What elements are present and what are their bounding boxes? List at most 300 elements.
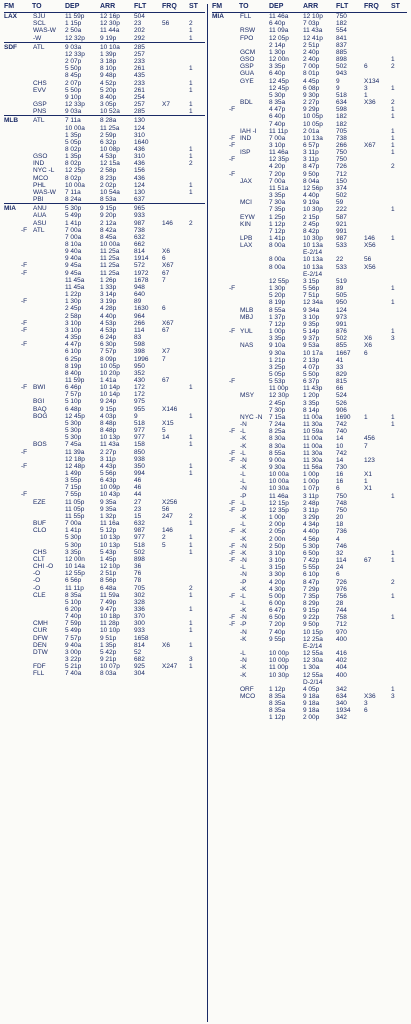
stops-cell	[391, 500, 407, 507]
table-row	[212, 128, 407, 135]
stops-cell	[189, 262, 205, 269]
arr-cell: 10 05p	[303, 120, 323, 128]
flight-cell: 533	[336, 263, 347, 271]
origin-cell	[212, 629, 229, 636]
dep-cell: 5 10p	[65, 598, 82, 606]
frequency-cell	[364, 199, 391, 206]
origin-cell	[4, 255, 21, 262]
table-row	[4, 413, 205, 420]
table-row	[4, 356, 205, 363]
table-row	[212, 350, 407, 357]
origin-cell	[4, 101, 21, 108]
dest-cell: GYE	[240, 77, 254, 85]
flag-cell	[21, 413, 32, 420]
flag-cell	[21, 44, 32, 51]
origin-cell	[4, 513, 21, 520]
arr-cell: 10 59a	[303, 428, 323, 436]
flight-cell: 328	[134, 598, 145, 606]
dest-cell: IND	[240, 134, 252, 142]
flag-cell	[21, 189, 32, 196]
arr-cell: 5 55p	[303, 564, 320, 572]
stops-cell	[391, 364, 407, 371]
arr-cell: 5 12p	[100, 527, 117, 535]
header-flt: FLT	[134, 2, 162, 13]
table-row	[212, 528, 407, 535]
flight-cell: 502	[134, 548, 145, 556]
table-row	[4, 585, 205, 592]
flag-cell	[21, 599, 32, 606]
table-row	[4, 534, 205, 541]
dest-cell	[239, 264, 269, 271]
dep-cell: 7 40p	[269, 628, 286, 636]
dest-cell	[239, 206, 269, 213]
dest-cell: FLL	[240, 13, 252, 21]
flight-cell: 233	[134, 58, 145, 66]
arr-cell: 8 56p	[100, 577, 117, 585]
table-row	[4, 363, 205, 370]
origin-cell	[212, 285, 229, 292]
origin-cell	[212, 135, 229, 142]
flight-cell: 598	[134, 341, 145, 349]
table-row	[4, 212, 205, 219]
frequency-cell	[162, 470, 189, 477]
frequency-cell	[162, 175, 189, 182]
dep-cell: 5 30p	[65, 427, 82, 435]
stops-cell: 1	[189, 79, 193, 87]
origin-cell	[4, 491, 21, 498]
stops-cell	[189, 125, 205, 132]
dep-cell: 8 00a	[269, 263, 286, 271]
flight-cell: 736	[336, 528, 347, 536]
dep-cell: 7 24a	[269, 421, 286, 429]
flight-cell: 742	[336, 449, 347, 457]
arr-cell: 10 13a	[303, 134, 323, 142]
origin-cell	[212, 485, 229, 492]
flag-cell	[229, 686, 239, 693]
frequency-cell: X247	[162, 663, 178, 671]
flight-cell: 374	[336, 184, 347, 192]
table-row	[212, 321, 407, 328]
dest-cell: ATL	[33, 117, 45, 125]
arr-cell: 1 07p	[303, 485, 320, 493]
origin-cell	[4, 563, 21, 570]
flight-cell: 750	[336, 149, 347, 157]
origin-cell	[212, 378, 229, 385]
arr-cell: 10 54a	[100, 188, 120, 196]
dest-cell: PNS	[33, 108, 47, 116]
stops-cell	[391, 121, 407, 128]
dep-cell: 7 40p	[269, 120, 286, 128]
origin-cell	[4, 182, 21, 189]
origin-cell	[4, 592, 21, 599]
frequency-cell	[364, 171, 391, 178]
dest-cell	[239, 106, 269, 113]
flag-cell	[21, 499, 32, 506]
origin-cell	[212, 271, 229, 278]
stops-cell	[391, 35, 407, 42]
dest-cell: -P	[240, 506, 247, 514]
origin-cell	[212, 435, 229, 442]
dep-cell: 12 55p	[65, 570, 85, 578]
stops-cell	[391, 214, 407, 221]
flight-cell: 124	[134, 181, 145, 189]
table-row	[212, 507, 407, 514]
table-row	[4, 449, 205, 456]
table-row	[212, 299, 407, 306]
dep-cell: 8 02p	[65, 145, 82, 153]
stops-cell	[189, 577, 205, 584]
dep-cell: 5 20p	[269, 292, 286, 300]
flight-cell: 1972	[134, 269, 149, 277]
stops-cell: 1	[391, 614, 395, 622]
table-row	[212, 514, 407, 521]
flag-cell	[229, 163, 239, 170]
frequency-cell	[162, 606, 189, 613]
stops-cell: 1	[391, 56, 395, 64]
flag-cell	[21, 348, 32, 355]
dep-cell: 1 41p	[65, 527, 82, 535]
dep-cell: 8 40p	[65, 369, 82, 377]
dest-cell	[32, 132, 65, 139]
stops-cell	[189, 420, 205, 427]
flight-cell: 158	[134, 441, 145, 449]
flight-cell: 756	[336, 592, 347, 600]
dest-cell: GSO	[33, 153, 48, 161]
origin-cell	[212, 371, 229, 378]
origin-cell	[4, 642, 21, 649]
origin-cell	[212, 264, 229, 271]
header-row	[212, 2, 407, 13]
flag-cell: -F	[229, 621, 236, 629]
dep-cell: 8 55a	[269, 306, 286, 314]
stops-cell: 1	[391, 328, 395, 336]
dest-cell: -N	[240, 542, 247, 550]
flight-cell: 261	[134, 86, 145, 94]
flight-cell: 526	[336, 399, 347, 407]
frequency-cell: 67	[162, 326, 170, 334]
arr-cell: 9 35p	[303, 320, 320, 328]
table-row	[4, 262, 205, 269]
dest-cell	[32, 506, 65, 513]
table-row	[212, 70, 407, 77]
table-row	[212, 63, 407, 70]
dest-cell	[239, 92, 269, 99]
frequency-cell	[364, 357, 391, 364]
dest-cell: LAX	[240, 242, 253, 250]
table-row	[212, 471, 407, 478]
dest-cell: -L	[240, 471, 246, 479]
table-row	[4, 234, 205, 241]
origin-cell	[212, 185, 229, 192]
table-row	[212, 342, 407, 349]
flag-cell	[21, 670, 32, 677]
table-row	[212, 629, 407, 636]
origin-cell	[212, 421, 229, 428]
stops-cell	[391, 13, 407, 21]
stops-cell: 1	[391, 685, 395, 693]
stops-cell	[189, 241, 205, 248]
frequency-cell	[162, 182, 189, 189]
dest-cell	[32, 277, 65, 284]
arr-cell: 10 17a	[303, 349, 323, 357]
flag-cell	[21, 477, 32, 484]
arr-cell: 9 18a	[303, 693, 320, 700]
flag-cell	[229, 471, 239, 478]
arr-cell: 10 14p	[100, 391, 120, 399]
table-row	[4, 370, 205, 377]
flight-cell: 640	[134, 291, 145, 299]
stops-cell: 1	[189, 534, 193, 542]
dest-cell	[32, 94, 65, 101]
flight-cell: 750	[336, 506, 347, 514]
stops-cell	[189, 313, 205, 320]
frequency-cell	[162, 234, 189, 241]
arr-cell: 4 56p	[303, 535, 320, 543]
flag-cell	[21, 534, 32, 541]
flag-cell	[229, 700, 239, 707]
frequency-cell	[364, 507, 391, 514]
dest-cell: -L	[240, 478, 246, 486]
arr-cell: 4 43p	[100, 462, 117, 470]
dest-cell	[239, 156, 269, 163]
stops-cell: 1	[391, 84, 395, 92]
origin-cell	[4, 470, 21, 477]
stops-cell	[189, 212, 205, 219]
flight-cell: 430	[134, 376, 145, 384]
arr-cell: 2 15p	[303, 213, 320, 221]
arr-cell: 11 25a	[100, 248, 120, 256]
frequency-cell: 67	[162, 269, 170, 277]
flight-cell: 744	[336, 607, 347, 615]
origin-cell	[212, 392, 229, 399]
dep-cell: 5 53p	[269, 378, 286, 386]
arr-cell: 3 14p	[100, 291, 117, 299]
origin-cell	[212, 593, 229, 600]
origin-cell	[4, 585, 21, 592]
arr-cell: 10 30p	[303, 206, 323, 214]
origin-cell: MLB	[4, 117, 19, 125]
stops-cell	[189, 248, 205, 255]
arr-cell: 5 56p	[303, 285, 320, 293]
stops-cell	[391, 657, 407, 664]
stops-cell: 1	[189, 34, 193, 42]
dest-cell	[239, 357, 269, 364]
flight-cell: 898	[336, 56, 347, 64]
arr-cell: 11 00a	[303, 413, 323, 421]
flag-cell	[21, 153, 32, 160]
stops-cell	[189, 456, 205, 463]
flight-cell: 254	[134, 93, 145, 101]
origin-cell	[4, 241, 21, 248]
flag-cell: -F	[229, 106, 236, 114]
stops-cell	[391, 385, 407, 392]
dep-cell: 7 30p	[269, 406, 286, 414]
origin-cell	[212, 228, 229, 235]
arr-cell: 11 30a	[303, 449, 323, 457]
table-row	[212, 249, 407, 256]
stops-cell	[391, 371, 407, 378]
frequency-cell	[162, 27, 189, 34]
frequency-cell: 456	[364, 435, 375, 443]
origin-cell	[212, 650, 229, 657]
table-row	[4, 44, 205, 51]
arr-cell: 12 30p	[100, 20, 120, 28]
flag-cell	[21, 627, 32, 634]
dep-cell: 1 15p	[65, 20, 82, 28]
stops-cell: 1	[391, 285, 395, 293]
origin-cell	[212, 600, 229, 607]
table-row	[212, 192, 407, 199]
frequency-cell: 146	[162, 527, 173, 535]
origin-cell	[4, 51, 21, 58]
table-row	[212, 171, 407, 178]
flag-cell: -F	[229, 499, 236, 507]
origin-cell	[4, 94, 21, 101]
dep-cell: 8 00a	[269, 242, 286, 250]
arr-cell: 11 59a	[100, 591, 120, 599]
dep-cell: 12 25p	[65, 167, 85, 175]
stops-cell: 1	[189, 65, 193, 73]
arr-cell: 9 47p	[100, 605, 117, 613]
arr-cell: 8 47p	[303, 163, 320, 171]
flight-cell: 130	[134, 117, 145, 125]
table-row	[212, 593, 407, 600]
dest-cell: NYC -N	[240, 413, 263, 421]
arr-cell: 7 42p	[303, 557, 320, 565]
origin-cell	[4, 556, 21, 563]
frequency-cell	[162, 205, 189, 212]
arr-cell: 9 22p	[303, 614, 320, 622]
dest-cell: -L	[240, 449, 246, 457]
flag-cell: -F	[229, 506, 236, 514]
flag-cell: -F	[229, 549, 236, 557]
table-row	[4, 577, 205, 584]
flag-cell	[21, 167, 32, 174]
frequency-cell	[364, 636, 391, 643]
dest-cell	[32, 58, 65, 65]
dep-cell	[269, 643, 303, 650]
table-row	[212, 493, 407, 500]
stops-cell	[189, 291, 205, 298]
flight-cell: 304	[134, 670, 145, 678]
flight-cell: 587	[336, 213, 347, 221]
dep-cell: 8 30a	[269, 442, 286, 450]
arr-cell: 12 41p	[303, 34, 323, 42]
frequency-cell	[364, 378, 391, 385]
arr-cell: 10 30p	[303, 235, 323, 242]
dep-cell: 7 55p	[65, 491, 82, 499]
flag-cell	[229, 113, 239, 120]
frequency-cell	[364, 400, 391, 407]
arr-cell: 9 18a	[303, 707, 320, 715]
flight-cell: 1640	[134, 138, 149, 146]
flight-cell: 682	[134, 656, 145, 664]
arr-cell: 10 10a	[100, 43, 120, 51]
stops-cell	[391, 672, 407, 679]
dest-cell	[239, 378, 269, 385]
dest-cell: MLB	[240, 306, 254, 314]
origin-cell	[212, 621, 229, 628]
dep-cell: 9 30a	[269, 349, 286, 357]
dep-cell: 11 59p	[65, 376, 85, 384]
origin-cell	[212, 92, 229, 99]
table-row	[212, 221, 407, 228]
dep-cell: 7 12p	[269, 227, 286, 235]
dest-cell	[239, 707, 269, 714]
dep-cell: 12 05p	[269, 34, 289, 42]
flight-cell: 9	[134, 412, 138, 420]
flight-cell: 124	[336, 306, 347, 314]
flag-cell	[21, 255, 32, 262]
arr-cell: 4 07p	[303, 363, 320, 371]
stops-cell: 1	[391, 592, 395, 600]
dest-cell	[32, 370, 65, 377]
header-dep: DEP	[65, 2, 100, 13]
stops-cell	[391, 700, 407, 707]
table-row	[4, 670, 205, 677]
origin-cell: LAX	[4, 13, 17, 21]
dep-cell: 7 59p	[65, 620, 82, 628]
flight-cell: 18	[336, 521, 344, 529]
flight-cell: 416	[336, 650, 347, 658]
flight-cell: 955	[134, 405, 145, 413]
dep-cell: 4 47p	[65, 341, 82, 349]
dep-cell: 2 45p	[65, 305, 82, 313]
flag-cell	[21, 108, 32, 115]
dest-cell	[32, 65, 65, 72]
origin-cell	[4, 420, 21, 427]
flag-cell	[229, 242, 239, 249]
flight-cell: 89	[336, 285, 344, 293]
stops-cell	[391, 543, 407, 550]
origin-cell	[212, 457, 229, 464]
dest-cell	[239, 700, 269, 707]
origin-cell	[4, 334, 21, 341]
table-row	[4, 182, 205, 189]
origin-cell	[212, 528, 229, 535]
flight-cell: 975	[134, 398, 145, 406]
table-row	[212, 500, 407, 507]
arr-cell: 10 43p	[100, 491, 120, 499]
dest-cell: CHS	[33, 548, 47, 556]
origin-cell	[212, 428, 229, 435]
column-divider	[207, 4, 208, 1022]
flag-cell	[21, 556, 32, 563]
dest-cell	[32, 313, 65, 320]
frequency-cell	[364, 206, 391, 213]
frequency-cell	[162, 87, 189, 94]
origin-cell	[4, 520, 21, 527]
dep-cell: 5 00p	[269, 592, 286, 600]
flight-cell: 292	[134, 34, 145, 42]
flight-cell: 933	[134, 627, 145, 635]
flag-cell	[229, 607, 239, 614]
arr-cell: 11 44a	[100, 27, 120, 35]
table-row	[4, 153, 205, 160]
table-row	[4, 196, 205, 203]
frequency-cell	[364, 307, 391, 314]
arr-cell: 5 20p	[100, 86, 117, 94]
flight-cell: 46	[134, 484, 142, 492]
arr-cell: 10 13a	[303, 263, 323, 271]
stops-cell	[189, 377, 205, 384]
flight-cell: 748	[336, 499, 347, 507]
table-row	[212, 672, 407, 679]
frequency-cell	[162, 94, 189, 101]
stops-cell	[189, 398, 205, 405]
flight-cell: 841	[336, 34, 347, 42]
frequency-cell	[364, 299, 391, 306]
